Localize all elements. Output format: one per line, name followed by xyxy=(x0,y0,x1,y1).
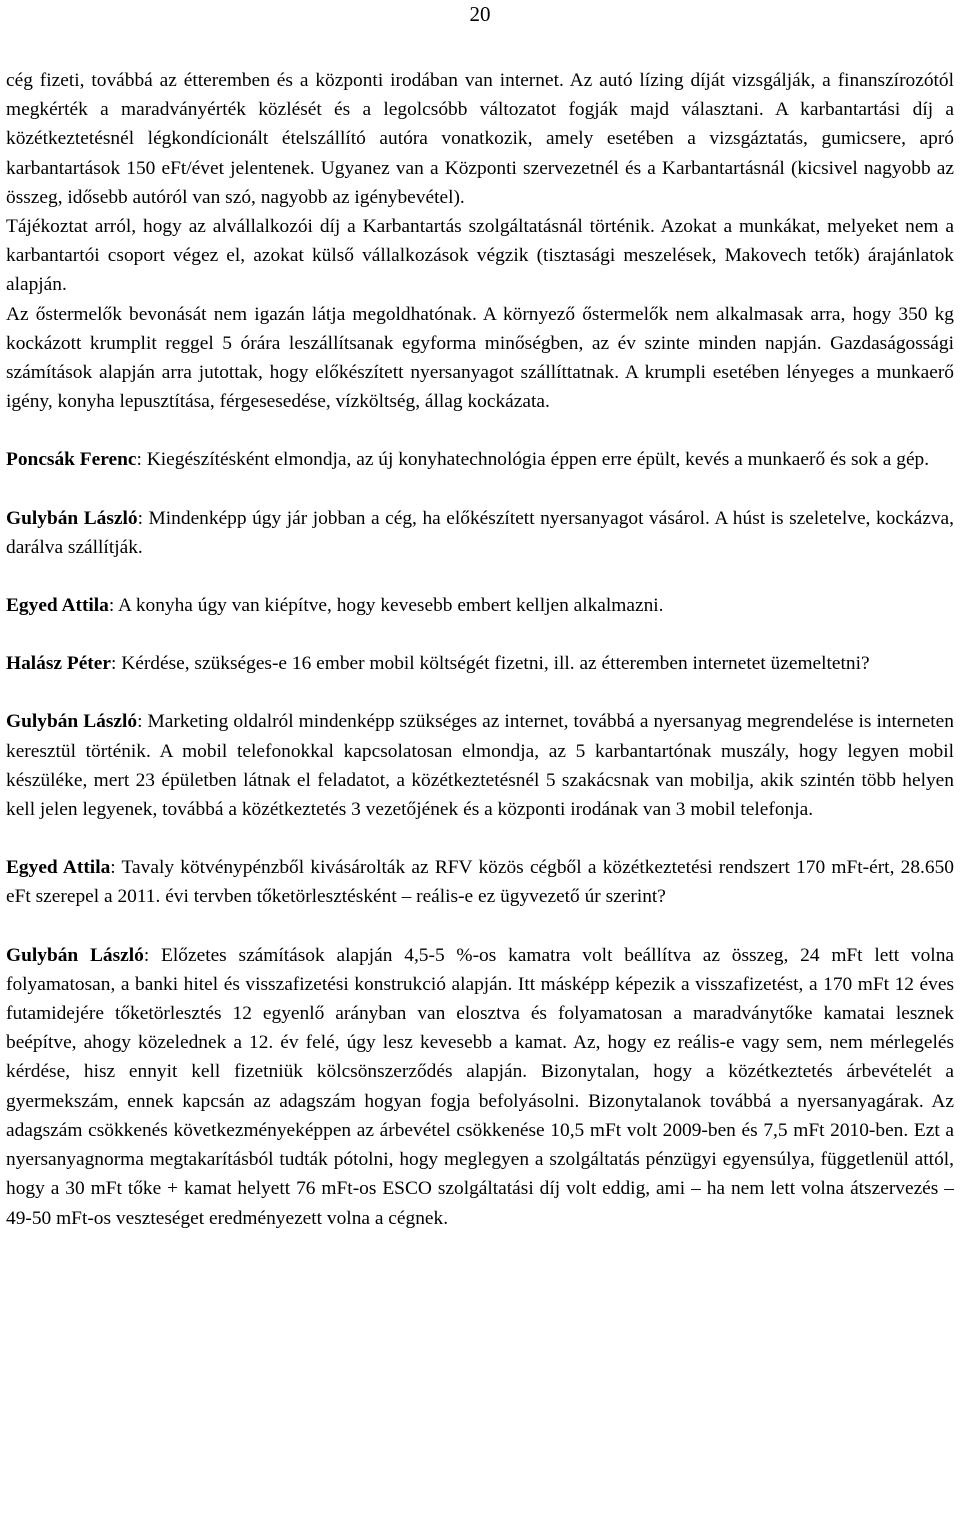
speaker-name: Egyed Attila xyxy=(6,857,111,879)
speaker-name: Egyed Attila xyxy=(6,595,109,617)
statement-text: : Kiegészítésként elmondja, az új konyhatechnológia éppen erre épült, kevés a munkaerő és sok a gép. xyxy=(136,449,930,471)
statement-text: : Marketing oldalról mindenképp szükséges az internet, továbbá a nyersanyag megrendelése is interneten keresztül történik. A mobil telefonokkal kapcsolatosan elmondja, az 5 karbantartónak muszály, hogy legyen mobil készüléke, mert 23 épületben látnak el feladatot, a közétkeztetésnél 5 szakácsnak van mobilja, akik szintén több helyen kell jelen legyenek, továbbá a közétkeztetés 3 vezetőjének és a központi irodának van 3 mobil telefonja. xyxy=(6,711,954,821)
speaker-name: Halász Péter xyxy=(6,653,111,675)
speaker-name: Gulybán László xyxy=(6,507,138,529)
statement-gulyban-2 xyxy=(6,707,954,824)
paragraph-producers xyxy=(6,300,954,417)
statement-text: : Előzetes számítások alapján 4,5-5 %-os kamatra volt beállítva az összeg, 24 mFt lett volna folyamatosan, a banki hitel és visszafizetési konstrukció alapján. Itt másképp képezik a visszafizetést, a 170 mFt 12 éves futamidejére tőketörlesztés 12 egyenlő arányban van elosztva és folyamatosan a maradványtőke kamatai lesznek beépítve, ahogy közelednek a 12. év felé, úgy lesz kevesebb a kamat. Az, hogy ez reális-e vagy sem, nem mérlegelés kérdése, hisz ennyit kell fizetniük kölcsönszerződés alapján. Bizonytalan, hogy a közétkeztetés árbevételét a gyermekszám, ennek kapcsán az adagszám hogyan fogja befolyásolni. Bizonytalanok továbbá a nyersanyagárak. Az adagszám csökkenés következményeképpen az árbevétel csökkenése 10,5 mFt volt 2009-ben és 7,5 mFt 2010-ben. Ezt a nyersanyagnorma megtakarításból tudták pótolni, hogy meglegyen a szolgáltatás pénzügyi egyensúlya, függetlenül attól, hogy a 30 mFt tőke + kamat helyett 76 mFt-os ESCO szolgáltatási díj volt eddig, ami – ha nem lett volna átszervezés – 49-50 mFt-os veszteséget eredményezett volna a cégnek. xyxy=(6,944,954,1229)
paragraph-text: cég fizeti, továbbá az étteremben és a központi irodában van internet. Az autó lízing díját vizsgálják, a finanszírozótól megkérték a maradványérték közlését és a legolcsóbb változatot fogják majd választani. A karbantartási díj a közétkeztetésnél légkondícionált ételszállító autóra vonatkozik, amely esetében a vizsgáztatás, gumicsere, apró karbantartások 150 eFt/évet jelentenek. Ugyanez van a Központi szervezetnél és a Karbantartásnál (kicsivel nagyobb az összeg, idősebb autóról van szó, nagyobb az igénybevétel). xyxy=(6,70,954,208)
speaker-name: Gulybán László xyxy=(6,711,138,733)
paragraph-text: Az őstermelők bevonását nem igazán látja megoldhatónak. A környező őstermelők nem alkalmasak arra, hogy 350 kg kockázott krumplit reggel 5 órára leszállítsanak egyforma minőségben, az év szinte minden napján. Gazdaságossági számítások alapján arra jutottak, hogy előkészített nyersanyagot szállíttatnak. A krumpli esetében lényeges a munkaerő igény, konyha lepusztítása, férgesesedése, vízköltség, állag kockázata. xyxy=(6,303,954,413)
page-number: 20 xyxy=(469,2,491,26)
statement-gulyban-1 xyxy=(6,504,954,562)
statement-egyed-2 xyxy=(6,853,954,911)
speaker-name: Gulybán László xyxy=(6,944,144,966)
statement-poncsak xyxy=(6,445,954,474)
statement-halasz xyxy=(6,649,954,678)
paragraph-text: Tájékoztat arról, hogy az alvállalkozói díj a Karbantartás szolgáltatásnál történik. Azokat a munkákat, melyeket nem a karbantartói csoport végez el, azokat külső vállalkozások végzik (tisztasági meszelések, Makovech tetők) árajánlatok alapján. xyxy=(6,216,954,296)
statement-egyed-1 xyxy=(6,591,954,620)
speaker-name: Poncsák Ferenc xyxy=(6,449,137,471)
statement-text: : Tavaly kötvénypénzből kivásárolták az RFV közös cégből a közétkeztetési rendszert 170 mFt-ért, 28.650 eFt szerepel a 2011. évi tervben tőketörlesztésként – reális-e ez ügyvezető úr szerint? xyxy=(6,857,954,908)
statement-text: : Kérdése, szükséges-e 16 ember mobil költségét fizetni, ill. az étteremben internetet üzemeltetni? xyxy=(110,653,870,675)
statement-gulyban-3 xyxy=(6,941,954,1233)
statement-text: : A konyha úgy van kiépítve, hogy kevesebb embert kelljen alkalmazni. xyxy=(108,595,664,617)
statement-text: : Mindenképp úgy jár jobban a cég, ha előkészített nyersanyagot vásárol. A húst is szeletelve, kockázva, darálva szállítják. xyxy=(6,507,954,558)
paragraph-continuation xyxy=(6,66,954,212)
paragraph-subcontractor xyxy=(6,212,954,300)
document-body xyxy=(6,66,954,1233)
